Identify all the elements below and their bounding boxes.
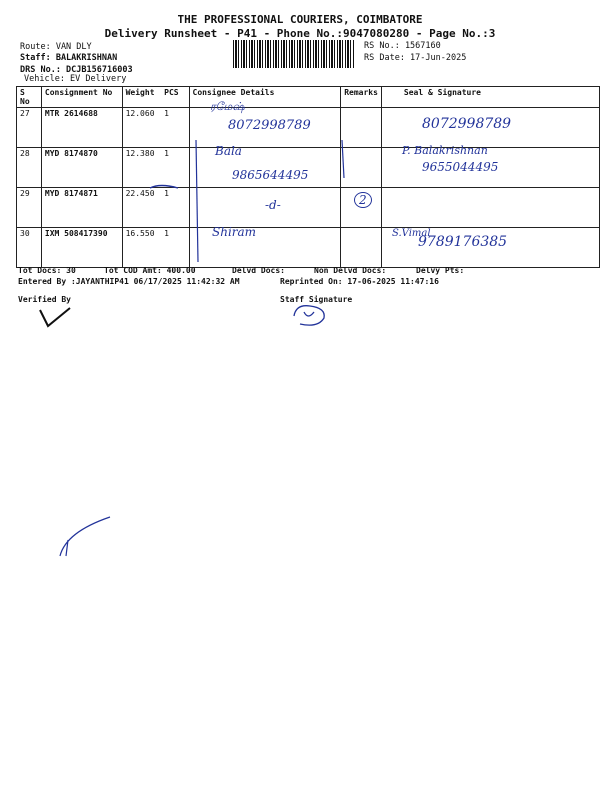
handwritten-name: Shiram [212, 225, 257, 239]
row-weight-pcs: 12.060 1 [122, 108, 189, 148]
row-sno: 29 [17, 188, 42, 228]
runsheet-title: Delivery Runsheet - P41 - Phone No.:9047080280 - Page No.:3 [104, 27, 496, 40]
col-sno: S No [17, 87, 42, 108]
drs-number: DRS No.: DCJB156716003 [20, 65, 133, 75]
pen-stroke [150, 186, 178, 189]
verified-by-label: Verified By [18, 295, 71, 304]
handwritten-name: S.Vimal [392, 228, 431, 239]
handwritten-phone: 9865644495 [232, 168, 309, 182]
reprinted-on: Reprinted On: 17-06-2025 11:47:16 [280, 277, 439, 286]
col-consignment: Consignment No [41, 87, 122, 108]
handwritten-phone: 8072998789 [228, 118, 311, 133]
row-sno: 30 [17, 228, 42, 268]
delivery-points: Delvy Pts: [416, 266, 465, 275]
tot-docs: Tot Docs: 30 [18, 266, 76, 275]
pen-stroke [196, 140, 198, 262]
row-weight-pcs: 16.550 1 [122, 228, 189, 268]
company-name: THE PROFESSIONAL COURIERS, COIMBATORE [177, 13, 423, 26]
col-consignee: Consignee Details [189, 87, 341, 108]
row-consignment: MTR 2614688 [41, 108, 122, 148]
vehicle-label: Vehicle: EV Delivery [24, 74, 127, 84]
staff-signature-label: Staff Signature [280, 295, 353, 304]
handwritten-phone: 9655044495 [422, 160, 499, 174]
handwritten-phone: 9789176385 [418, 234, 508, 250]
row-weight-pcs: 22.450 1 [122, 188, 189, 228]
col-weight-pcs: Weight PCS [122, 87, 189, 108]
entered-by: Entered By :JAYANTHIP41 06/17/2025 11:42:32 AM [18, 277, 240, 286]
handwritten-name: Bala [215, 144, 242, 158]
handwritten-name: P. Balakrishnan [402, 144, 488, 157]
handwritten-name: ரமேஷ் [210, 100, 245, 113]
tot-cod-amount: Tot COD Amt: 400.00 [104, 266, 196, 275]
row-consignment: MYD 8174870 [41, 148, 122, 188]
non-delivered-docs: Non Delvd Docs: [314, 266, 387, 275]
row-consignment: IXM 508417390 [41, 228, 122, 268]
row-weight-pcs: 12.380 1 [122, 148, 189, 188]
handwritten-mark: -d- [265, 198, 281, 212]
pen-stroke [60, 517, 110, 556]
row-sno: 28 [17, 148, 42, 188]
delivered-docs: Delvd Docs: [232, 266, 285, 275]
row-sno: 27 [17, 108, 42, 148]
row-consignment: MYD 8174871 [41, 188, 122, 228]
col-remarks: Remarks [341, 87, 382, 108]
col-seal-signature: Seal & Signature [381, 87, 599, 108]
staff-label: Staff: BALAKRISHNAN [20, 53, 118, 63]
verified-signature [36, 302, 76, 332]
staff-signature [288, 300, 332, 330]
rs-number: RS No.: 1567160 [364, 41, 441, 51]
route-label: Route: VAN DLY [20, 42, 92, 52]
handwritten-phone: 8072998789 [422, 116, 512, 132]
handwritten-remark: 2 [354, 192, 372, 208]
pen-stroke [342, 140, 344, 178]
rs-date: RS Date: 17-Jun-2025 [364, 53, 467, 63]
